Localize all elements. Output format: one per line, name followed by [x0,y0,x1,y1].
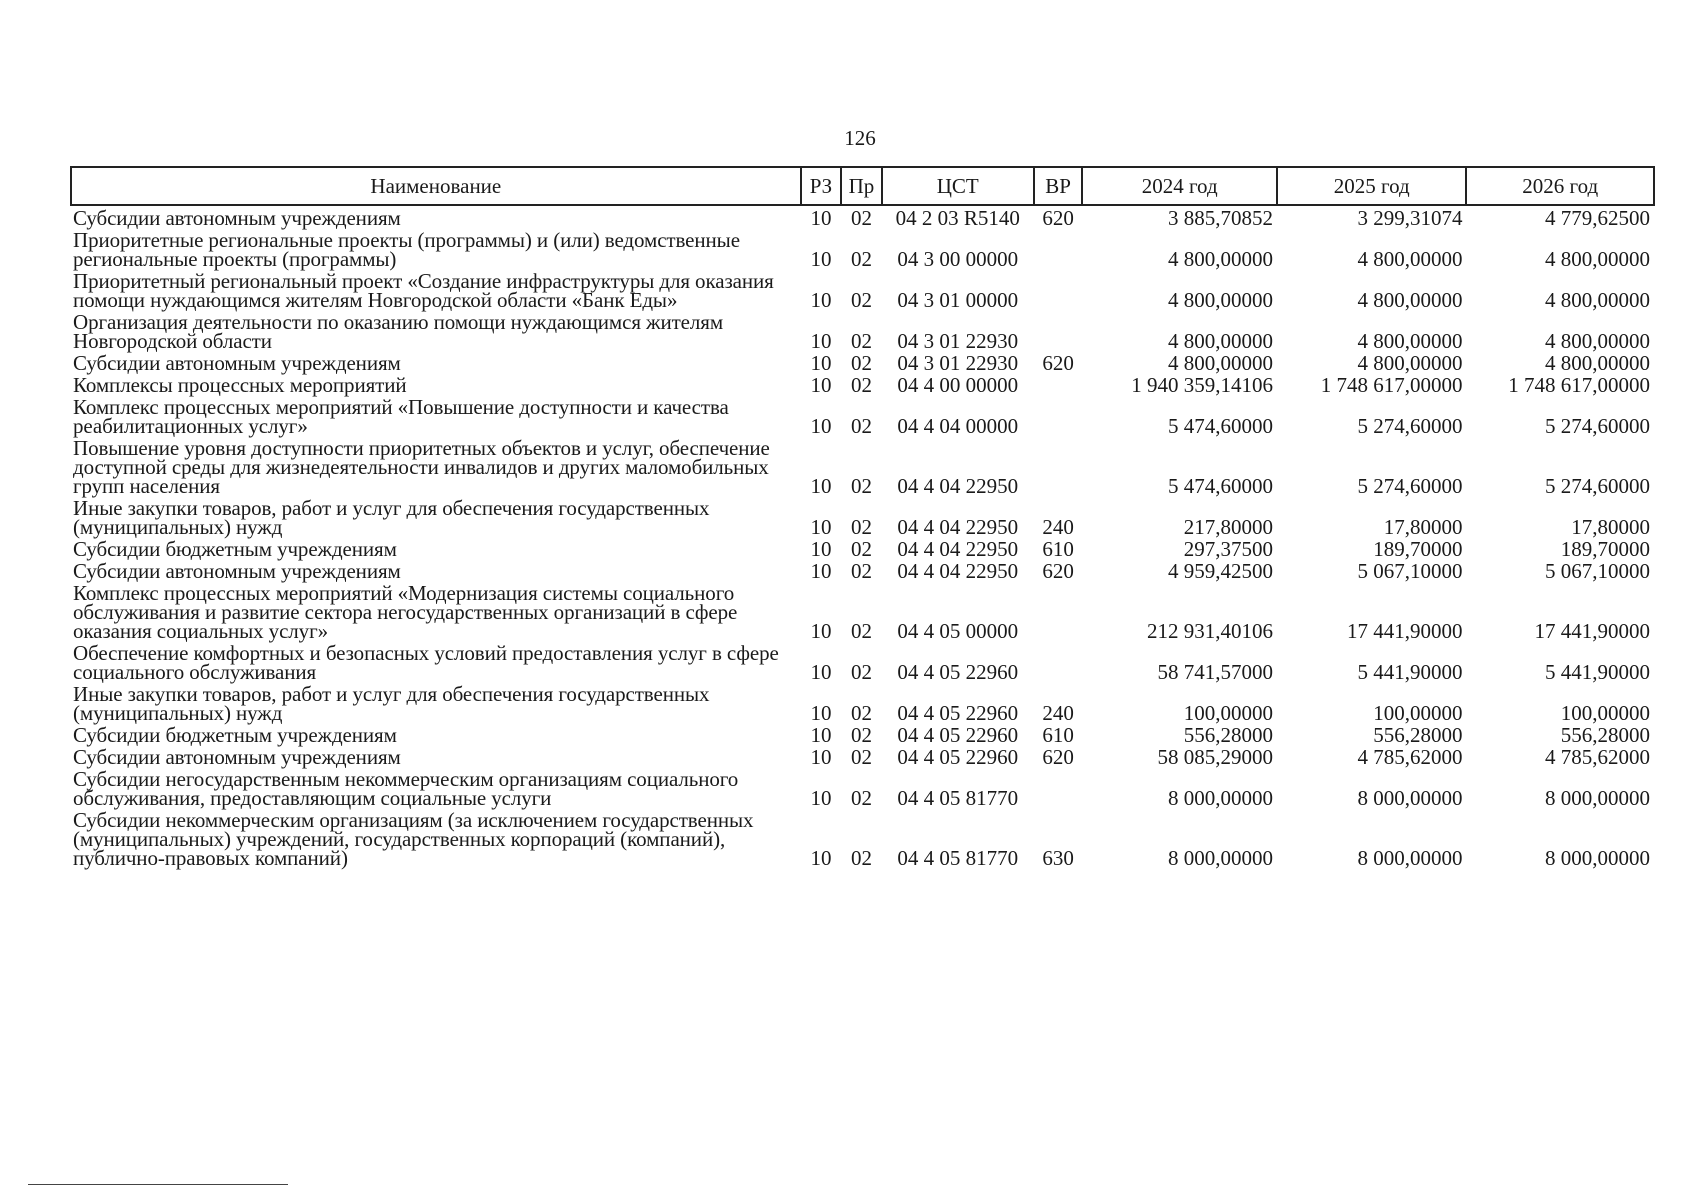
row-rz: 10 [810,247,832,271]
row-name: Субсидии автономным учреждениям [73,351,401,375]
row-pr: 02 [850,723,872,747]
table-row [71,496,1654,537]
row-rz: 10 [810,559,832,583]
row-2025: 4 800,00000 [1357,329,1463,353]
row-name: Комплекс процессных мероприятий «Модернизация системы социального обслуживания и развитие сектора негосударственных организаций в сфере оказания социальных услуг» [73,581,738,643]
row-2026: 17,80000 [1571,515,1650,539]
row-cst: 04 4 05 00000 [897,619,1019,643]
header-2025: 2025 год [1277,167,1467,205]
row-cst: 04 4 05 81770 [897,786,1019,810]
row-name: Субсидии бюджетным учреждениям [73,537,397,561]
row-2026: 1 748 617,00000 [1508,373,1650,397]
row-name: Субсидии негосударственным некоммерческим организациям социального обслуживания, предоставляющим социальные услуги [73,767,739,810]
row-rz: 10 [810,745,832,769]
row-2024: 4 800,00000 [1167,329,1273,353]
row-2026: 5 441,90000 [1545,660,1650,684]
row-2024: 4 800,00000 [1167,247,1273,271]
row-pr: 02 [850,846,872,870]
row-vr [1034,395,1083,436]
row-vr: 620 [1042,351,1074,375]
row-pr: 02 [850,373,872,397]
row-2024: 58 741,57000 [1157,660,1273,684]
row-rz: 10 [810,474,832,498]
row-pr: 02 [850,247,872,271]
header-name: Наименование [71,167,801,205]
row-2026: 4 779,62500 [1545,206,1650,230]
row-2025: 5 274,60000 [1357,414,1463,438]
row-cst: 04 4 05 22960 [897,723,1019,747]
row-vr [1034,767,1083,808]
row-2025: 100,00000 [1373,701,1463,725]
table-row [71,641,1654,682]
row-pr: 02 [850,619,872,643]
row-vr: 620 [1042,745,1074,769]
row-vr: 240 [1042,701,1074,725]
row-2025: 4 785,62000 [1357,745,1463,769]
row-2024: 4 959,42500 [1167,559,1273,583]
row-vr: 610 [1042,537,1074,561]
row-2024: 297,37500 [1183,537,1273,561]
row-vr [1034,228,1083,269]
table-row [71,808,1654,868]
header-pr: Пр [841,167,882,205]
row-rz: 10 [810,786,832,810]
row-cst: 04 2 03 R5140 [895,206,1020,230]
row-name: Организация деятельности по оказанию помощи нуждающимся жителям Новгородской области [73,310,724,353]
table-row [71,767,1654,808]
header-cst: ЦСТ [882,167,1034,205]
row-cst: 04 4 04 22950 [897,537,1019,561]
row-vr [1034,641,1083,682]
table-row [71,581,1654,641]
row-cst: 04 4 05 22960 [897,745,1019,769]
row-rz: 10 [810,329,832,353]
table-row [71,559,1654,581]
row-rz: 10 [810,288,832,312]
row-cst: 04 4 05 22960 [897,701,1019,725]
row-vr [1034,310,1083,351]
page-number: 126 [844,126,876,150]
row-vr [1034,581,1083,641]
row-name: Субсидии автономным учреждениям [73,559,401,583]
table-row [71,373,1654,395]
row-2024: 1 940 359,14106 [1131,373,1273,397]
row-name: Субсидии бюджетным учреждениям [73,723,397,747]
row-cst: 04 4 05 22960 [897,660,1019,684]
row-rz: 10 [810,351,832,375]
table-row [71,436,1654,496]
budget-table [70,166,1655,868]
row-pr: 02 [850,515,872,539]
row-2026: 4 800,00000 [1545,351,1650,375]
row-2024: 217,80000 [1183,515,1273,539]
row-2024: 8 000,00000 [1167,846,1273,870]
row-2026: 17 441,90000 [1534,619,1650,643]
row-2025: 17,80000 [1383,515,1463,539]
row-vr: 240 [1042,515,1074,539]
row-2026: 189,70000 [1560,537,1650,561]
row-2024: 4 800,00000 [1167,288,1273,312]
row-pr: 02 [850,660,872,684]
row-pr: 02 [850,206,872,230]
header-rz: РЗ [801,167,842,205]
row-vr: 610 [1042,723,1074,747]
row-pr: 02 [850,701,872,725]
row-2026: 556,28000 [1560,723,1650,747]
row-rz: 10 [810,846,832,870]
table-row [71,395,1654,436]
row-2025: 5 274,60000 [1357,474,1463,498]
row-name: Субсидии автономным учреждениям [73,745,401,769]
row-cst: 04 4 04 22950 [897,474,1019,498]
header-vr: ВР [1034,167,1083,205]
header-2024: 2024 год [1082,167,1277,205]
table-row [71,351,1654,373]
row-2026: 4 800,00000 [1545,247,1650,271]
row-cst: 04 3 01 22930 [897,329,1019,353]
row-rz: 10 [810,206,832,230]
row-vr: 620 [1042,206,1074,230]
row-2026: 5 274,60000 [1545,474,1650,498]
row-2026: 8 000,00000 [1545,786,1650,810]
row-cst: 04 4 04 00000 [897,414,1019,438]
row-2026: 4 800,00000 [1545,288,1650,312]
table-row [71,682,1654,723]
row-name: Иные закупки товаров, работ и услуг для обеспечения государственных (муниципальных) нужд [73,496,710,539]
row-name: Повышение уровня доступности приоритетных объектов и услуг, обеспечение доступной среды для жизнедеятельности инвалидов и других маломобильных групп населения [73,436,770,498]
row-rz: 10 [810,414,832,438]
row-name: Комплексы процессных мероприятий [73,373,407,397]
row-name: Иные закупки товаров, работ и услуг для обеспечения государственных (муниципальных) нужд [73,682,710,725]
row-rz: 10 [810,515,832,539]
row-name: Приоритетный региональный проект «Создание инфраструктуры для оказания помощи нуждающимся жителям Новгородской области «Банк Еды» [73,269,774,312]
row-pr: 02 [850,414,872,438]
row-pr: 02 [850,351,872,375]
row-2025: 5 441,90000 [1357,660,1463,684]
row-2025: 556,28000 [1373,723,1463,747]
row-2024: 100,00000 [1183,701,1273,725]
footer-divider [28,1184,288,1185]
row-2024: 3 885,70852 [1167,206,1273,230]
table-row [71,537,1654,559]
row-pr: 02 [850,745,872,769]
row-2025: 17 441,90000 [1346,619,1463,643]
header-2026: 2026 год [1466,167,1654,205]
row-2026: 4 785,62000 [1545,745,1650,769]
row-rz: 10 [810,701,832,725]
row-cst: 04 3 00 00000 [897,247,1019,271]
row-2024: 8 000,00000 [1167,786,1273,810]
row-cst: 04 3 01 00000 [897,288,1019,312]
table-row [71,205,1654,228]
row-name: Приоритетные региональные проекты (программы) и (или) ведомственные региональные проекты (программы) [73,228,740,271]
table-row [71,723,1654,745]
row-2024: 5 474,60000 [1167,474,1273,498]
row-name: Субсидии некоммерческим организациям (за исключением государственных (муниципальных) учреждений, государственных корпораций (компаний), публично-правовых компаний) [73,808,754,870]
row-pr: 02 [850,537,872,561]
row-rz: 10 [810,723,832,747]
row-2025: 8 000,00000 [1357,786,1463,810]
table-body [71,205,1654,868]
row-pr: 02 [850,288,872,312]
row-vr [1034,436,1083,496]
row-name: Обеспечение комфортных и безопасных условий предоставления услуг в сфере социального обслуживания [73,641,779,684]
table-row [71,745,1654,767]
table-row [71,269,1654,310]
row-pr: 02 [850,329,872,353]
table-row [71,310,1654,351]
row-2025: 4 800,00000 [1357,351,1463,375]
row-2026: 100,00000 [1560,701,1650,725]
row-cst: 04 4 04 22950 [897,515,1019,539]
row-cst: 04 4 05 81770 [897,846,1019,870]
row-2025: 5 067,10000 [1357,559,1463,583]
row-2025: 4 800,00000 [1357,247,1463,271]
row-pr: 02 [850,474,872,498]
row-rz: 10 [810,660,832,684]
row-2026: 5 067,10000 [1545,559,1650,583]
row-vr [1034,269,1083,310]
row-2024: 212 931,40106 [1146,619,1273,643]
row-vr [1034,373,1083,395]
row-cst: 04 4 00 00000 [897,373,1019,397]
row-2026: 8 000,00000 [1545,846,1650,870]
row-name: Комплекс процессных мероприятий «Повышение доступности и качества реабилитационных услуг» [73,395,729,438]
row-pr: 02 [850,559,872,583]
row-2026: 4 800,00000 [1545,329,1650,353]
row-2025: 4 800,00000 [1357,288,1463,312]
row-rz: 10 [810,537,832,561]
row-rz: 10 [810,619,832,643]
row-name: Субсидии автономным учреждениям [73,206,401,230]
row-2025: 1 748 617,00000 [1320,373,1463,397]
row-2025: 8 000,00000 [1357,846,1463,870]
row-vr: 620 [1042,559,1074,583]
row-pr: 02 [850,786,872,810]
row-vr: 630 [1042,846,1074,870]
row-2025: 3 299,31074 [1357,206,1463,230]
table-row [71,228,1654,269]
row-2024: 4 800,00000 [1167,351,1273,375]
row-cst: 04 3 01 22930 [897,351,1019,375]
table-header-row [71,167,1654,205]
row-rz: 10 [810,373,832,397]
row-2025: 189,70000 [1373,537,1463,561]
row-2024: 556,28000 [1183,723,1273,747]
row-cst: 04 4 04 22950 [897,559,1019,583]
row-2026: 5 274,60000 [1545,414,1650,438]
row-2024: 58 085,29000 [1157,745,1273,769]
row-2024: 5 474,60000 [1167,414,1273,438]
